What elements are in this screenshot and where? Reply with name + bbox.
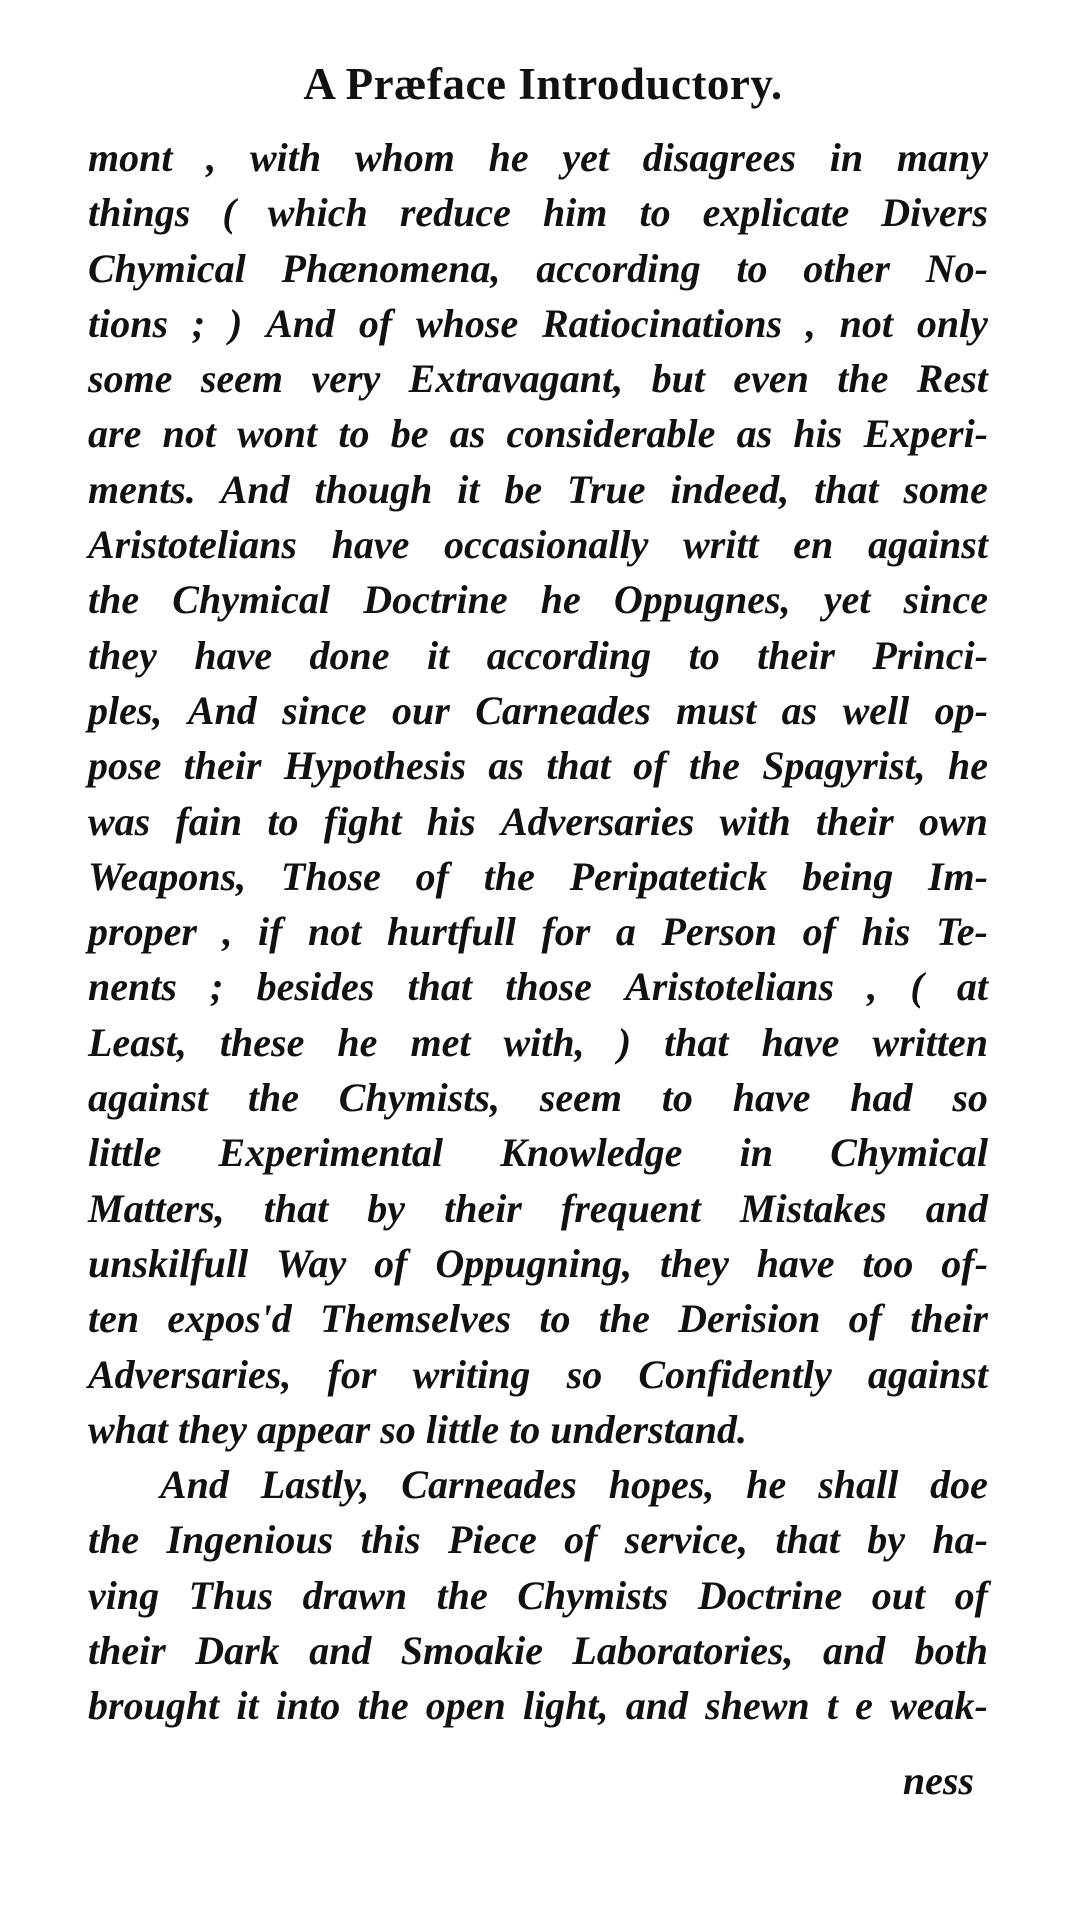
text-word: he (947, 743, 988, 789)
text-word: drawn (302, 1572, 408, 1618)
text-word: considerable (506, 411, 716, 457)
text-word: and (625, 1683, 688, 1729)
text-word: are (88, 411, 142, 457)
text-word: they (88, 632, 157, 678)
text-word: as (488, 743, 524, 789)
text-word: seem (200, 356, 284, 402)
text-word: not (308, 909, 362, 955)
text-word: but (651, 356, 705, 402)
text-word: ving (88, 1572, 160, 1618)
text-word: Ratiocinations (542, 300, 783, 346)
text-word: a (615, 909, 636, 955)
text-word: his (426, 798, 476, 844)
text-line (88, 1568, 988, 1623)
text-word: as (781, 687, 818, 733)
text-word: Spagyrist, (762, 743, 926, 789)
text-line (88, 185, 988, 240)
text-line (88, 572, 988, 627)
text-word: Peripatetick (569, 853, 768, 899)
text-word: have (194, 632, 273, 678)
text-word: op- (934, 687, 988, 733)
text-word: whose (415, 300, 519, 346)
text-word: the (247, 1075, 299, 1121)
running-header: A Præface Introductory. (303, 59, 783, 109)
text-word: that (775, 1517, 840, 1563)
text-word: yet (562, 135, 609, 180)
text-word: against (867, 1351, 988, 1397)
text-line (88, 1015, 988, 1070)
text-line (88, 628, 988, 683)
text-word: he (488, 135, 529, 180)
text-word: he (746, 1462, 787, 1508)
text-word: with (249, 135, 322, 180)
text-word: his (793, 411, 843, 457)
text-word: for (541, 909, 591, 955)
text-word: weak- (890, 1683, 988, 1729)
text-word: at (956, 964, 988, 1010)
text-word: Adversaries (500, 798, 695, 844)
text-word: , (206, 135, 217, 180)
text-word: in (829, 135, 864, 180)
text-word: disagrees (642, 135, 797, 180)
text-word: not (839, 300, 894, 346)
text-word: wont (237, 411, 318, 457)
text-word: open (425, 1683, 506, 1729)
text-word: to (736, 245, 768, 291)
text-line (88, 1678, 988, 1733)
text-word: the (598, 1296, 650, 1342)
text-word: occasionally (444, 522, 649, 568)
text-word: out (871, 1572, 926, 1618)
text-word: tions (88, 300, 169, 346)
text-word: explicate (702, 190, 850, 236)
text-word: Ingenious (166, 1517, 334, 1563)
text-word: so (952, 1075, 988, 1121)
text-line (88, 406, 988, 461)
text-word: have (732, 1075, 811, 1121)
text-word: be (504, 466, 543, 512)
text-word: other (803, 245, 890, 291)
text-word: of (358, 300, 393, 346)
text-word: have (331, 522, 410, 568)
text-word: as (449, 411, 486, 457)
text-word: Weapons, (88, 853, 247, 899)
text-word: Derision (678, 1296, 821, 1342)
body-text (88, 130, 988, 1734)
text-word: too (862, 1240, 914, 1286)
text-word: Doctrine (697, 1572, 843, 1618)
text-word: Person (661, 909, 778, 955)
text-word: expos'd (167, 1296, 292, 1342)
text-word: written (872, 1019, 988, 1065)
text-word: Te- (936, 909, 988, 955)
text-word: the (483, 853, 535, 899)
text-word: Doctrine (363, 577, 508, 623)
catchword: ness (902, 1758, 974, 1803)
text-word: indeed, (670, 466, 790, 512)
text-word: of (633, 743, 667, 789)
text-word: being (802, 853, 894, 899)
text-word: ) (228, 300, 243, 346)
text-word: according (486, 632, 652, 678)
text-word: very (311, 356, 381, 402)
text-word: it (457, 466, 480, 512)
text-word: their (757, 632, 835, 678)
text-word: even (733, 356, 809, 402)
text-word: so (566, 1351, 603, 1397)
text-line (88, 959, 988, 1014)
text-line (88, 462, 988, 517)
text-word: had (850, 1075, 913, 1121)
text-word: his (861, 909, 911, 955)
text-word: the (837, 356, 889, 402)
text-word: their (815, 798, 894, 844)
text-word: against (867, 522, 988, 568)
text-word: have (756, 1240, 835, 1286)
text-word: he (540, 577, 581, 623)
text-word: well (842, 687, 910, 733)
text-word: and (822, 1628, 886, 1674)
text-word: writing (412, 1351, 531, 1397)
text-line (88, 296, 988, 351)
text-word: since (282, 687, 367, 733)
text-word: their (88, 1628, 166, 1674)
text-word: Chymical (88, 245, 246, 291)
text-word: of (564, 1517, 598, 1563)
text-word: shall (818, 1462, 899, 1508)
text-word: shewn (705, 1683, 810, 1729)
text-word: him (542, 190, 608, 236)
text-word: some (88, 356, 173, 402)
text-word: with, (503, 1019, 585, 1065)
text-word: these (219, 1019, 305, 1065)
text-word: by (367, 1185, 406, 1231)
text-word: besides (256, 964, 375, 1010)
text-word: met (410, 1019, 471, 1065)
text-word: Phænomena, (281, 245, 501, 291)
text-word: against (88, 1075, 209, 1121)
text-line (88, 1125, 988, 1180)
text-word: into (275, 1683, 341, 1729)
text-word: not (162, 411, 216, 457)
text-word: brought (88, 1683, 220, 1729)
text-line (88, 904, 988, 959)
text-word: Princi- (872, 632, 988, 678)
text-word: Oppugning, (435, 1240, 633, 1286)
text-word: of (848, 1296, 882, 1342)
text-word: Im- (927, 853, 988, 899)
text-word: of (415, 853, 449, 899)
text-word: doe (930, 1462, 988, 1508)
text-word: he (337, 1019, 378, 1065)
text-word: ten (88, 1296, 140, 1342)
text-word: , (867, 964, 878, 1010)
text-line (88, 351, 988, 406)
text-word: Matters, (88, 1185, 225, 1231)
text-word: Knowledge (500, 1130, 683, 1176)
text-line (88, 1291, 988, 1346)
text-word: Themselves (320, 1296, 512, 1342)
text-word: though (314, 466, 433, 512)
text-word: , (222, 909, 233, 955)
text-line (88, 794, 988, 849)
text-word: Chymists (517, 1572, 669, 1618)
text-word: service, (624, 1517, 749, 1563)
text-word: ( (910, 964, 924, 1010)
text-word: fight (323, 798, 402, 844)
text-word: it (236, 1683, 259, 1729)
text-word: seem (539, 1075, 622, 1121)
text-word: the (88, 577, 140, 623)
text-word: Way (275, 1240, 347, 1286)
text-line (88, 849, 988, 904)
text-word: Smoakie (400, 1628, 543, 1674)
text-word: to (688, 632, 720, 678)
text-word: by (867, 1517, 905, 1563)
text-line (88, 241, 988, 296)
text-word: was (88, 798, 151, 844)
text-word: as (736, 411, 773, 457)
text-word: Rest (916, 356, 988, 402)
text-word: that (407, 964, 473, 1010)
text-word: they (659, 1240, 729, 1286)
text-word: Extravagant, (408, 356, 624, 402)
text-word: , (805, 300, 816, 346)
text-word: writt (683, 522, 759, 568)
text-word: fain (175, 798, 243, 844)
text-word: the (357, 1683, 409, 1729)
text-line (88, 1457, 988, 1512)
text-word: of (374, 1240, 408, 1286)
text-word: their (444, 1185, 522, 1231)
text-word: things (88, 190, 191, 236)
text-word: to (539, 1296, 571, 1342)
text-word: some (903, 466, 988, 512)
text-word: that (664, 1019, 729, 1065)
text-word: mont (88, 135, 173, 180)
text-word: both (914, 1628, 988, 1674)
text-word: whom (354, 135, 455, 180)
text-word: that (814, 466, 879, 512)
text-word: And (160, 1462, 229, 1508)
text-word: only (916, 300, 988, 346)
text-word: of (802, 909, 836, 955)
text-word: en (793, 522, 834, 568)
text-word: if (258, 909, 283, 955)
text-word: Least, (88, 1019, 187, 1065)
text-word: Divers (881, 190, 988, 236)
text-line (88, 1512, 988, 1567)
text-word: done (309, 632, 390, 678)
text-word: little (88, 1130, 162, 1176)
text-word: yet (823, 577, 871, 623)
text-line (88, 517, 988, 572)
text-line: what they appear so little to understand. (88, 1406, 747, 1452)
text-word: Dark (195, 1628, 280, 1674)
text-word: ; (191, 300, 206, 346)
text-word: Lastly, (260, 1462, 370, 1508)
text-line (88, 1236, 988, 1291)
text-word: of- (941, 1240, 988, 1286)
text-word: in (739, 1130, 773, 1176)
text-line (88, 738, 988, 793)
text-word: Those (280, 853, 381, 899)
text-word: many (896, 135, 988, 180)
text-word: e (855, 1683, 873, 1729)
text-word: And (187, 687, 257, 733)
text-word: our (391, 687, 450, 733)
text-word: And (220, 466, 290, 512)
text-word: to (639, 190, 671, 236)
text-line (88, 1181, 988, 1236)
text-word: this (360, 1517, 421, 1563)
text-word: must (676, 687, 757, 733)
text-word: No- (925, 245, 988, 291)
text-word: ples, (88, 687, 163, 733)
text-word: their (910, 1296, 988, 1342)
text-word: Aristotelians (625, 964, 835, 1010)
text-word: ) (617, 1019, 632, 1065)
text-word: according (536, 245, 701, 291)
text-word: Mistakes (739, 1185, 887, 1231)
text-word: light, (522, 1683, 609, 1729)
text-word: that (546, 743, 611, 789)
text-word: own (918, 798, 988, 844)
text-word: nents (88, 964, 177, 1010)
text-word: Confidently (638, 1351, 832, 1397)
text-word: Adversaries, (88, 1351, 292, 1397)
text-word: to (267, 798, 299, 844)
text-word: and (925, 1185, 988, 1231)
text-line (88, 683, 988, 738)
text-line (88, 1070, 988, 1125)
text-word: have (761, 1019, 840, 1065)
text-word: Oppugnes, (613, 577, 791, 623)
text-word: unskilfull (88, 1240, 249, 1286)
text-word: ha- (932, 1517, 988, 1563)
text-word: Hypothesis (283, 743, 467, 789)
text-word: Experimental (218, 1130, 443, 1176)
text-word: to (661, 1075, 693, 1121)
text-word: Laboratories, (572, 1628, 794, 1674)
text-word: since (903, 577, 988, 623)
text-word: ; (210, 964, 224, 1010)
text-line (88, 1347, 988, 1402)
text-word: Piece (447, 1517, 537, 1563)
text-word: to (338, 411, 370, 457)
text-word: the (436, 1572, 488, 1618)
text-word: ( (222, 190, 236, 236)
text-word: Carneades (475, 687, 651, 733)
text-word: True (566, 466, 646, 512)
text-word: the (688, 743, 740, 789)
text-word: frequent (560, 1185, 701, 1231)
text-word: their (183, 743, 262, 789)
text-word: it (427, 632, 450, 678)
text-word: Chymical (830, 1130, 988, 1176)
text-word: of (954, 1572, 988, 1618)
text-word: which (267, 190, 368, 236)
text-word: hopes, (608, 1462, 715, 1508)
text-word: Thus (188, 1572, 274, 1618)
text-word: for (327, 1351, 377, 1397)
text-word: Chymists, (338, 1075, 500, 1121)
text-line (88, 130, 988, 185)
text-word: Chymical (172, 577, 331, 623)
text-word: Experi- (863, 411, 988, 457)
text-word: with (719, 798, 791, 844)
text-word: be (390, 411, 429, 457)
text-word: And (266, 300, 336, 346)
text-word: ments. (88, 466, 196, 512)
text-line (88, 1623, 988, 1678)
text-word: those (505, 964, 592, 1010)
text-word: t (826, 1683, 838, 1729)
text-word: pose (88, 743, 162, 789)
text-word: that (263, 1185, 329, 1231)
text-word: and (309, 1628, 372, 1674)
text-word: Aristotelians (88, 522, 297, 568)
text-word: proper (88, 909, 197, 955)
text-word: hurtfull (386, 909, 516, 955)
text-word: reduce (399, 190, 511, 236)
text-word: Carneades (401, 1462, 577, 1508)
text-word: the (88, 1517, 140, 1563)
